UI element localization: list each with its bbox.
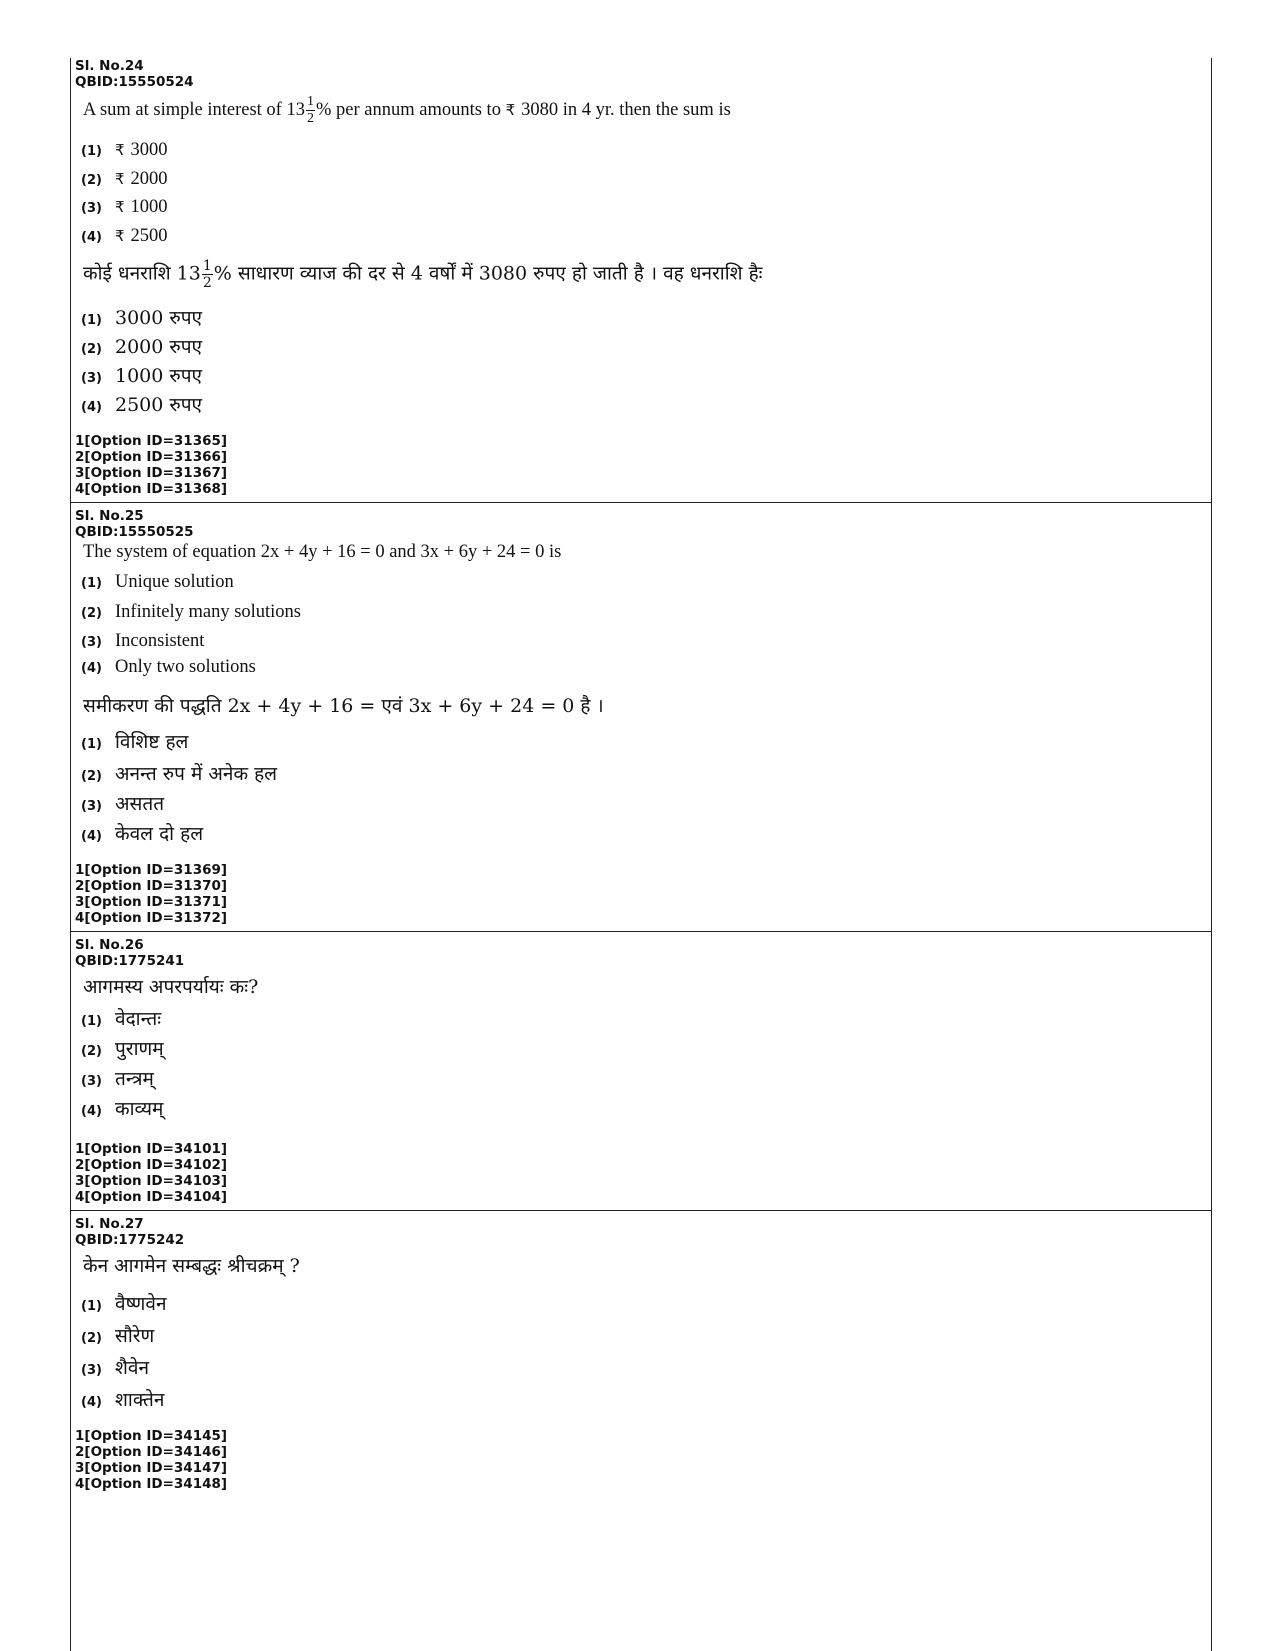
option-id: 1[Option ID=34101] [75,1141,228,1157]
option-2 [81,602,301,623]
option-number: (4) [81,230,102,245]
option-number: (4) [81,1104,102,1119]
option-number: (2) [81,606,102,621]
option-2-hi [81,333,202,359]
option-id: 4[Option ID=31372] [75,910,228,926]
rupee-symbol: ₹ [115,141,125,159]
option-text: Unique solution [115,572,234,592]
option-id: 3[Option ID=31367] [75,465,228,481]
option-text: 2500 रुपए [115,394,203,416]
option-4-hi [81,820,203,846]
option-number: (2) [81,173,102,188]
fraction [202,258,213,291]
option-text: Infinitely many solutions [115,602,302,622]
fraction-denominator: 2 [306,111,314,126]
question-text-part: A sum at simple interest of 13 [83,99,305,120]
rupee-symbol: ₹ [115,170,125,188]
fraction-numerator: 1 [306,94,314,109]
option-number: (4) [81,400,102,415]
option-3 [81,1354,149,1380]
option-2 [81,169,168,190]
option-number: (2) [81,1331,102,1346]
rupee-symbol: ₹ [115,198,125,216]
option-text: पुराणम् [115,1038,164,1060]
option-2 [81,1322,154,1348]
option-number: (4) [81,1395,102,1410]
serial-number: Sl. No.24 [75,58,144,74]
option-text: 2000 [130,169,168,189]
question-block-24 [71,58,1211,503]
option-number: (4) [81,661,102,676]
option-id: 1[Option ID=34145] [75,1428,228,1444]
option-id-list [75,1141,227,1205]
option-text: Inconsistent [115,631,205,651]
option-id: 3[Option ID=34147] [75,1460,228,1476]
option-id-list [75,433,227,497]
option-id-list [75,862,227,926]
option-text: वेदान्तः [115,1008,162,1030]
option-number: (3) [81,635,102,650]
option-2 [81,1035,164,1061]
question-block-25 [71,502,1211,932]
option-id: 4[Option ID=34148] [75,1476,228,1492]
option-3 [81,631,204,652]
question-text: आगमस्य अपरपर्यायः कः? [83,976,259,998]
qbid: QBID:1775242 [75,1232,185,1248]
option-id: 2[Option ID=31366] [75,449,228,465]
qbid: QBID:15550524 [75,74,194,90]
option-number: (2) [81,1044,102,1059]
option-number: (1) [81,144,102,159]
option-id: 1[Option ID=31369] [75,862,228,878]
option-text: वैष्णवेन [115,1293,167,1315]
option-1 [81,572,234,593]
option-text: Only two solutions [115,657,256,677]
option-text: 3000 रुपए [115,307,203,329]
option-1-hi [81,304,202,330]
option-1-hi [81,728,188,754]
option-text: शाक्तेन [115,1389,165,1411]
option-id: 4[Option ID=31368] [75,481,228,497]
option-id: 1[Option ID=31365] [75,433,228,449]
option-number: (2) [81,342,102,357]
option-number: (1) [81,737,102,752]
option-text: सौरेण [115,1325,155,1347]
question-text-part: % साधारण व्याज की दर से 4 वर्षों में 3080 रुपए हो जाती है । वह धनराशि हैः [213,262,763,285]
serial-number: Sl. No.26 [75,937,144,953]
option-id: 3[Option ID=31371] [75,894,228,910]
option-3 [81,1065,154,1091]
question-text-en [83,94,731,127]
option-number: (1) [81,576,102,591]
qbid: QBID:1775241 [75,953,185,969]
option-text: विशिष्ट हल [115,731,189,753]
option-text: अनन्त रुप में अनेक हल [115,763,278,785]
option-4 [81,226,168,247]
option-number: (1) [81,1014,102,1029]
option-text: शैवेन [115,1357,150,1379]
option-number: (3) [81,799,102,814]
rupee-symbol: ₹ [115,227,125,245]
qbid: QBID:15550525 [75,524,194,540]
question-block-26 [71,931,1211,1211]
option-number: (3) [81,371,102,386]
option-number: (3) [81,201,102,216]
option-text: 1000 रुपए [115,365,203,387]
option-3 [81,197,168,218]
question-text-part: % per annum amounts to [315,99,501,120]
option-text: काव्यम् [115,1098,164,1120]
option-number: (4) [81,829,102,844]
question-text-part: कोई धनराशि 13 [83,262,201,285]
option-1 [81,1290,167,1316]
option-3-hi [81,790,164,816]
option-id: 2[Option ID=34102] [75,1157,228,1173]
option-number: (3) [81,1363,102,1378]
question-text-part: 3080 in 4 yr. then the sum is [521,99,731,120]
option-4 [81,657,256,678]
question-block-27 [71,1210,1211,1497]
fraction [306,94,315,127]
option-text: 2000 रुपए [115,336,203,358]
option-number: (2) [81,769,102,784]
serial-number: Sl. No.25 [75,508,144,524]
option-number: (1) [81,313,102,328]
option-id-list [75,1428,227,1492]
serial-number: Sl. No.27 [75,1216,144,1232]
option-4 [81,1095,163,1121]
option-text: असतत [115,793,165,815]
option-3-hi [81,362,202,388]
option-id: 4[Option ID=34104] [75,1189,228,1205]
option-1 [81,1005,161,1031]
option-1 [81,140,168,161]
option-number: (3) [81,1074,102,1089]
rupee-symbol: ₹ [505,100,516,119]
option-id: 2[Option ID=31370] [75,878,228,894]
question-text: केन आगमेन सम्बद्धः श्रीचक्रम् ? [83,1255,300,1277]
question-text-hi: समीकरण की पद्धति 2x + 4y + 16 = एवं 3x + 6y + 24 = 0 है । [83,695,604,717]
option-4-hi [81,391,202,417]
question-text-hi [83,258,763,291]
option-text: 1000 [130,197,168,217]
option-text: केवल दो हल [115,823,204,845]
option-id: 3[Option ID=34103] [75,1173,228,1189]
fraction-denominator: 2 [202,275,212,291]
question-text-en: The system of equation 2x + 4y + 16 = 0 and 3x + 6y + 24 = 0 is [83,542,562,562]
fraction-numerator: 1 [202,258,212,274]
option-4 [81,1386,164,1412]
option-number: (1) [81,1299,102,1314]
option-text: तन्त्रम् [115,1068,154,1090]
option-text: 3000 [130,140,168,160]
option-id: 2[Option ID=34146] [75,1444,228,1460]
option-text: 2500 [130,226,168,246]
option-2-hi [81,760,277,786]
question-paper [70,58,1212,1651]
